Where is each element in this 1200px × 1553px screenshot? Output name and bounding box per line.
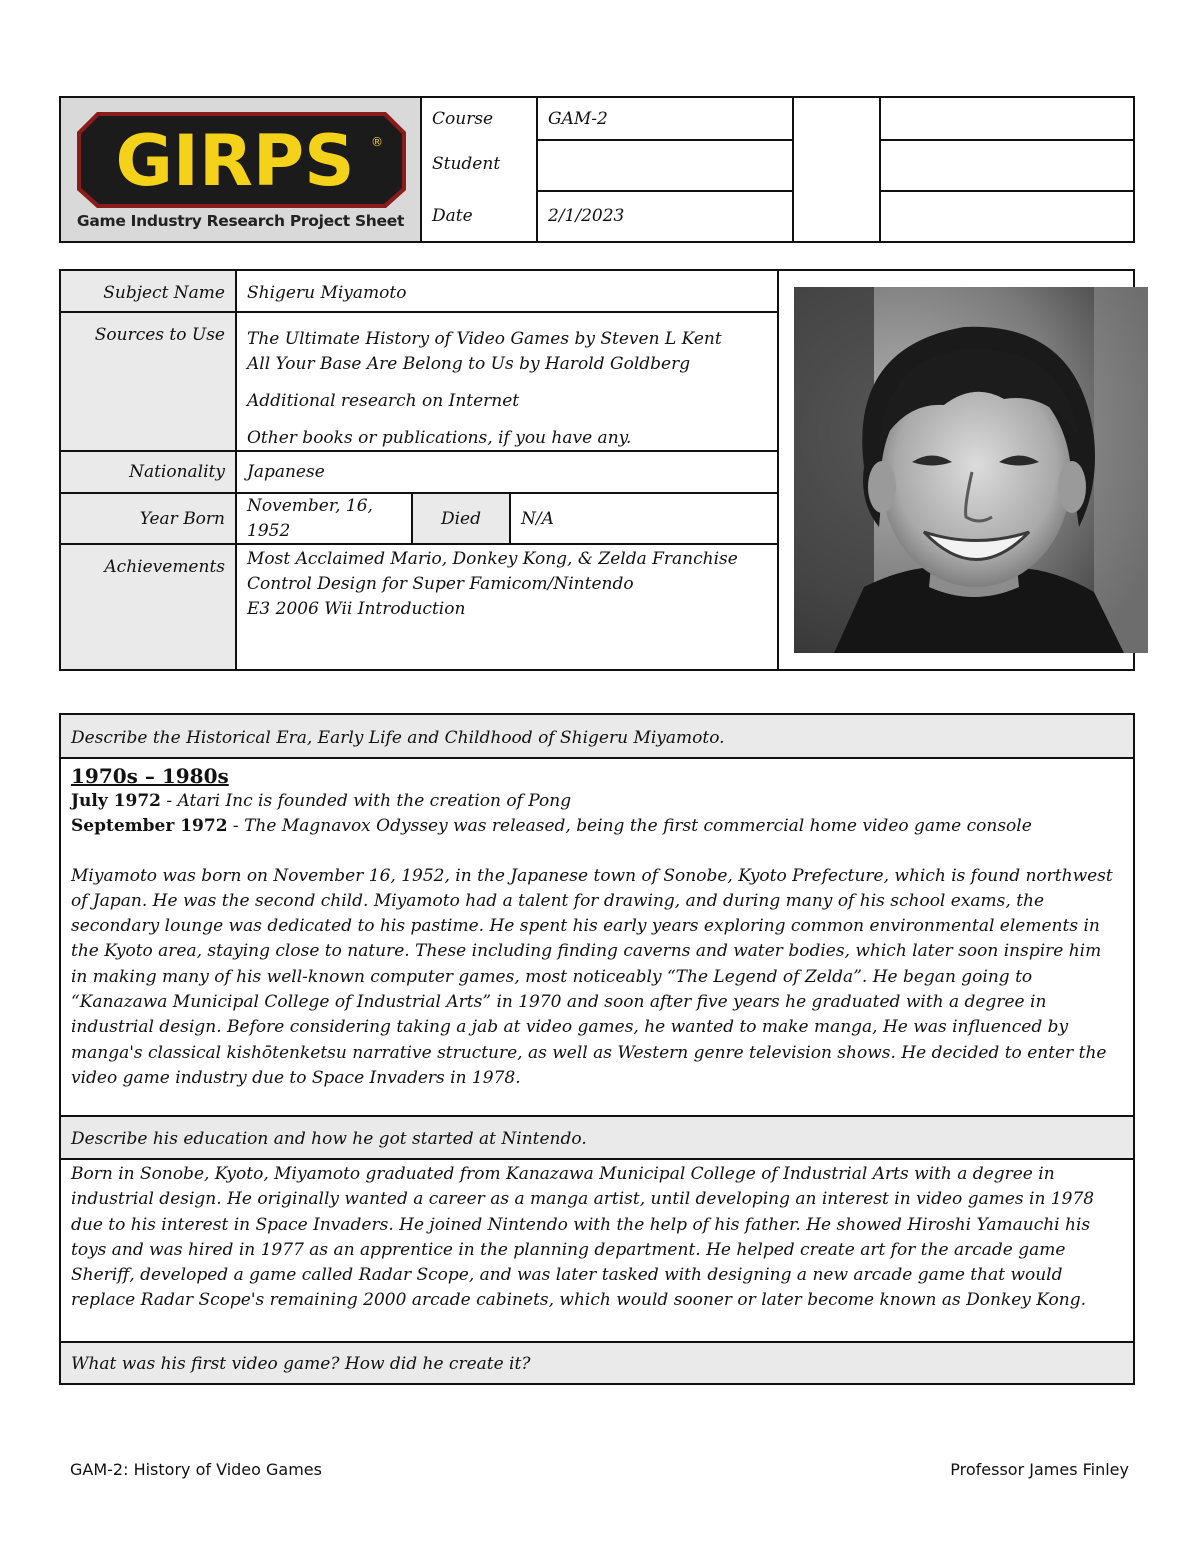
footer-course: GAM-2: History of Video Games [70, 1460, 322, 1479]
died-value[interactable]: N/A [521, 509, 554, 529]
source-item: Other books or publications, if you have any. [247, 428, 632, 448]
answer-early-life[interactable] [61, 759, 1133, 1117]
event-date: September 1972 [71, 816, 228, 837]
footer-professor: Professor James Finley [950, 1460, 1129, 1479]
education-paragraph: Born in Sonobe, Kyoto, Miyamoto graduated from Kanazawa Municipal College of Industrial Arts with a degree in industrial design. He originally wanted a career as a manga artist, until developing an interest in video games in 1978 due to his interest in Space Invaders. He joined Nintendo with the help of his father. He showed Hiroshi Yamauchi his toys and was hired in 1977 as an apprentice in the planning department. He helped create art for the arcade game Sheriff, developed a game called Radar Scope, and was later tasked with designing a new arcade game that would replace Radar Scope's remaining 2000 arcade cabinets, which would sooner or later become known as Donkey Kong. [71, 1164, 1095, 1311]
logo-text: GIRPS [115, 120, 355, 202]
description-block [59, 713, 1135, 1385]
year-born-value[interactable]: November, 16, 1952 [247, 496, 373, 541]
nationality-value[interactable]: Japanese [247, 462, 325, 482]
early-life-paragraph: Miyamoto was born on November 16, 1952, in the Japanese town of Sonobe, Kyoto Prefecture, which is found northwest of Japan. He was the second child. Miyamoto had a talent for drawing, and during many of his school exams, the secondary lounge was dedicated to his pastime. He spent his early years exploring common environmental elements in the Kyoto area, staying close to nature. These including finding caverns and water bodies, which later soon inspire him in making many of his well-known computer games, most noticeably “The Legend of Zelda”. He began going to “Kanazawa Municipal College of Industrial Arts” in 1970 and soon after five years he graduated with a degree in industrial design. Before considering taking a jab at video games, he wanted to make manga, He was influenced by manga's classical kishōtenketsu narrative structure, as well as Western genre television shows. He decided to enter the video game industry due to Space Invaders in 1978. [71, 865, 1113, 1088]
year-born-label: Year Born [61, 494, 235, 543]
subject-table [59, 269, 1135, 671]
question-early-life: Describe the Historical Era, Early Life and Childhood of Shigeru Miyamoto. [61, 715, 1133, 759]
achievement-item: E3 2006 Wii Introduction [247, 599, 466, 619]
question-education: Describe his education and how he got started at Nintendo. [61, 1117, 1133, 1160]
source-item: Additional research on Internet [247, 391, 520, 411]
nationality-label: Nationality [61, 452, 235, 492]
timeline-event [71, 789, 1123, 814]
subject-name-value[interactable]: Shigeru Miyamoto [247, 283, 407, 303]
girps-logo-badge [75, 110, 408, 210]
girps-logo [61, 98, 422, 241]
course-value[interactable]: GAM-2 [548, 109, 608, 129]
student-label: Student [432, 154, 501, 174]
subject-photo [794, 287, 1148, 653]
svg-text:®: ® [371, 135, 383, 149]
question-first-game: What was his first video game? How did he create it? [61, 1343, 1133, 1383]
date-label: Date [432, 206, 473, 226]
course-label: Course [432, 109, 494, 129]
header-block [59, 96, 1135, 243]
date-value[interactable]: 2/1/2023 [548, 206, 625, 226]
achievements-label: Achievements [61, 545, 235, 669]
sources-list[interactable] [237, 327, 777, 451]
student-value[interactable] [538, 154, 792, 180]
died-label: Died [413, 494, 509, 543]
subject-name-label: Subject Name [61, 271, 235, 311]
achievement-item: Most Acclaimed Mario, Donkey Kong, & Zelda Franchise [247, 549, 738, 569]
logo-subtitle: Game Industry Research Project Sheet [76, 212, 405, 230]
event-text: - Atari Inc is founded with the creation of Pong [160, 791, 572, 811]
source-item: The Ultimate History of Video Games by Steven L Kent [247, 329, 722, 349]
source-item: All Your Base Are Belong to Us by Harold Goldberg [247, 354, 691, 374]
answer-education[interactable] [61, 1160, 1133, 1343]
event-date: July 1972 [71, 791, 161, 811]
timeline-event [71, 814, 1123, 839]
sources-label: Sources to Use [61, 313, 235, 450]
era-heading: 1970s – 1980s [71, 764, 229, 788]
achievements-list[interactable] [237, 547, 777, 622]
achievement-item: Control Design for Super Famicom/Nintendo [247, 574, 634, 594]
event-text: - The Magnavox Odyssey was released, being the first commercial home video game console [227, 816, 1032, 837]
